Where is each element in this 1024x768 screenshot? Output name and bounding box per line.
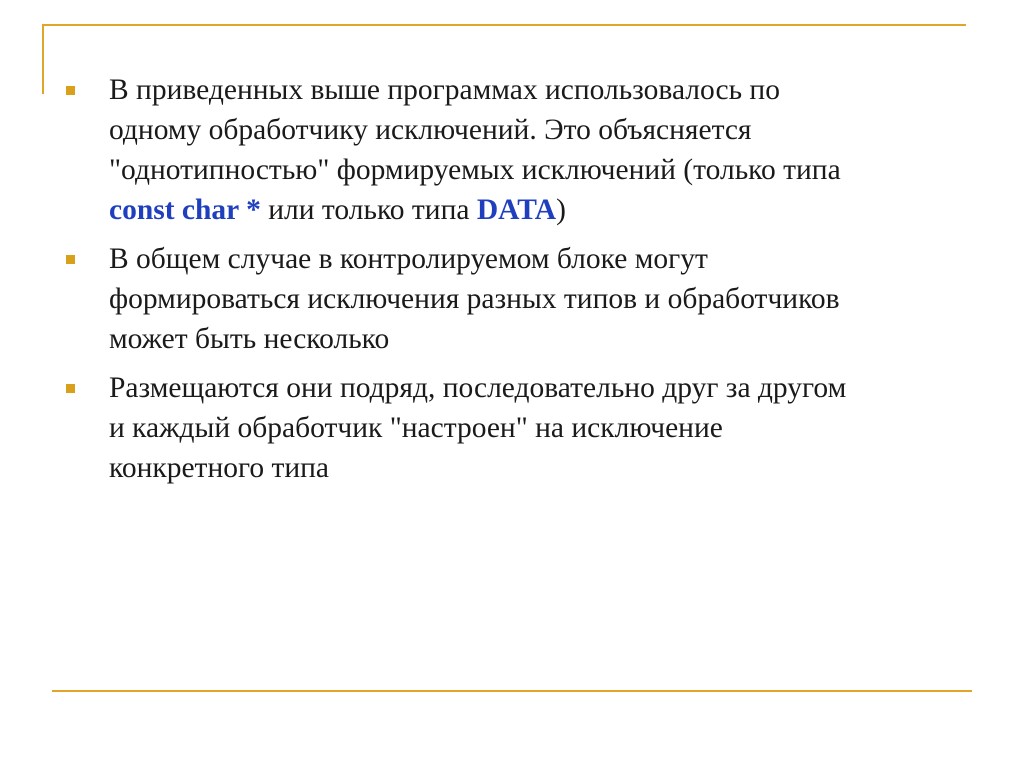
bullet-1-end-text: ) <box>556 194 566 226</box>
bullet-3-line-3: конкретного типа <box>109 452 330 484</box>
bullet-1-line-2: одному обработчику исключений. Это объясняется <box>109 114 752 146</box>
bullet-item-2 <box>66 239 986 359</box>
bullet-1-line-3: "однотипностью" формируемых исключений (только типа <box>109 154 841 186</box>
code-data: DATA <box>476 194 557 226</box>
bullet-1-mid-text: или только типа <box>260 194 477 226</box>
bullet-2-line-2: формироваться исключения разных типов и обработчиков <box>109 283 840 315</box>
bullet-3-line-2: и каждый обработчик "настроен" на исключение <box>109 412 723 444</box>
left-accent-rule <box>42 24 44 94</box>
square-bullet-icon <box>66 255 75 264</box>
bullet-item-1 <box>66 70 986 230</box>
bullet-2-line-3: может быть несколько <box>109 323 390 355</box>
bullet-list <box>66 70 986 497</box>
code-const-char: const char * <box>109 194 261 226</box>
top-accent-rule <box>42 24 966 26</box>
bullet-3-line-1: Размещаются они подряд, последовательно друг за другом <box>109 372 847 404</box>
bullet-2-line-1: В общем случае в контролируемом блоке могут <box>109 243 708 275</box>
square-bullet-icon <box>66 384 75 393</box>
bullet-1-line-1: В приведенных выше программах использовалось по <box>109 74 780 106</box>
square-bullet-icon <box>66 86 75 95</box>
bottom-accent-rule <box>52 690 972 692</box>
bullet-item-3 <box>66 368 986 488</box>
